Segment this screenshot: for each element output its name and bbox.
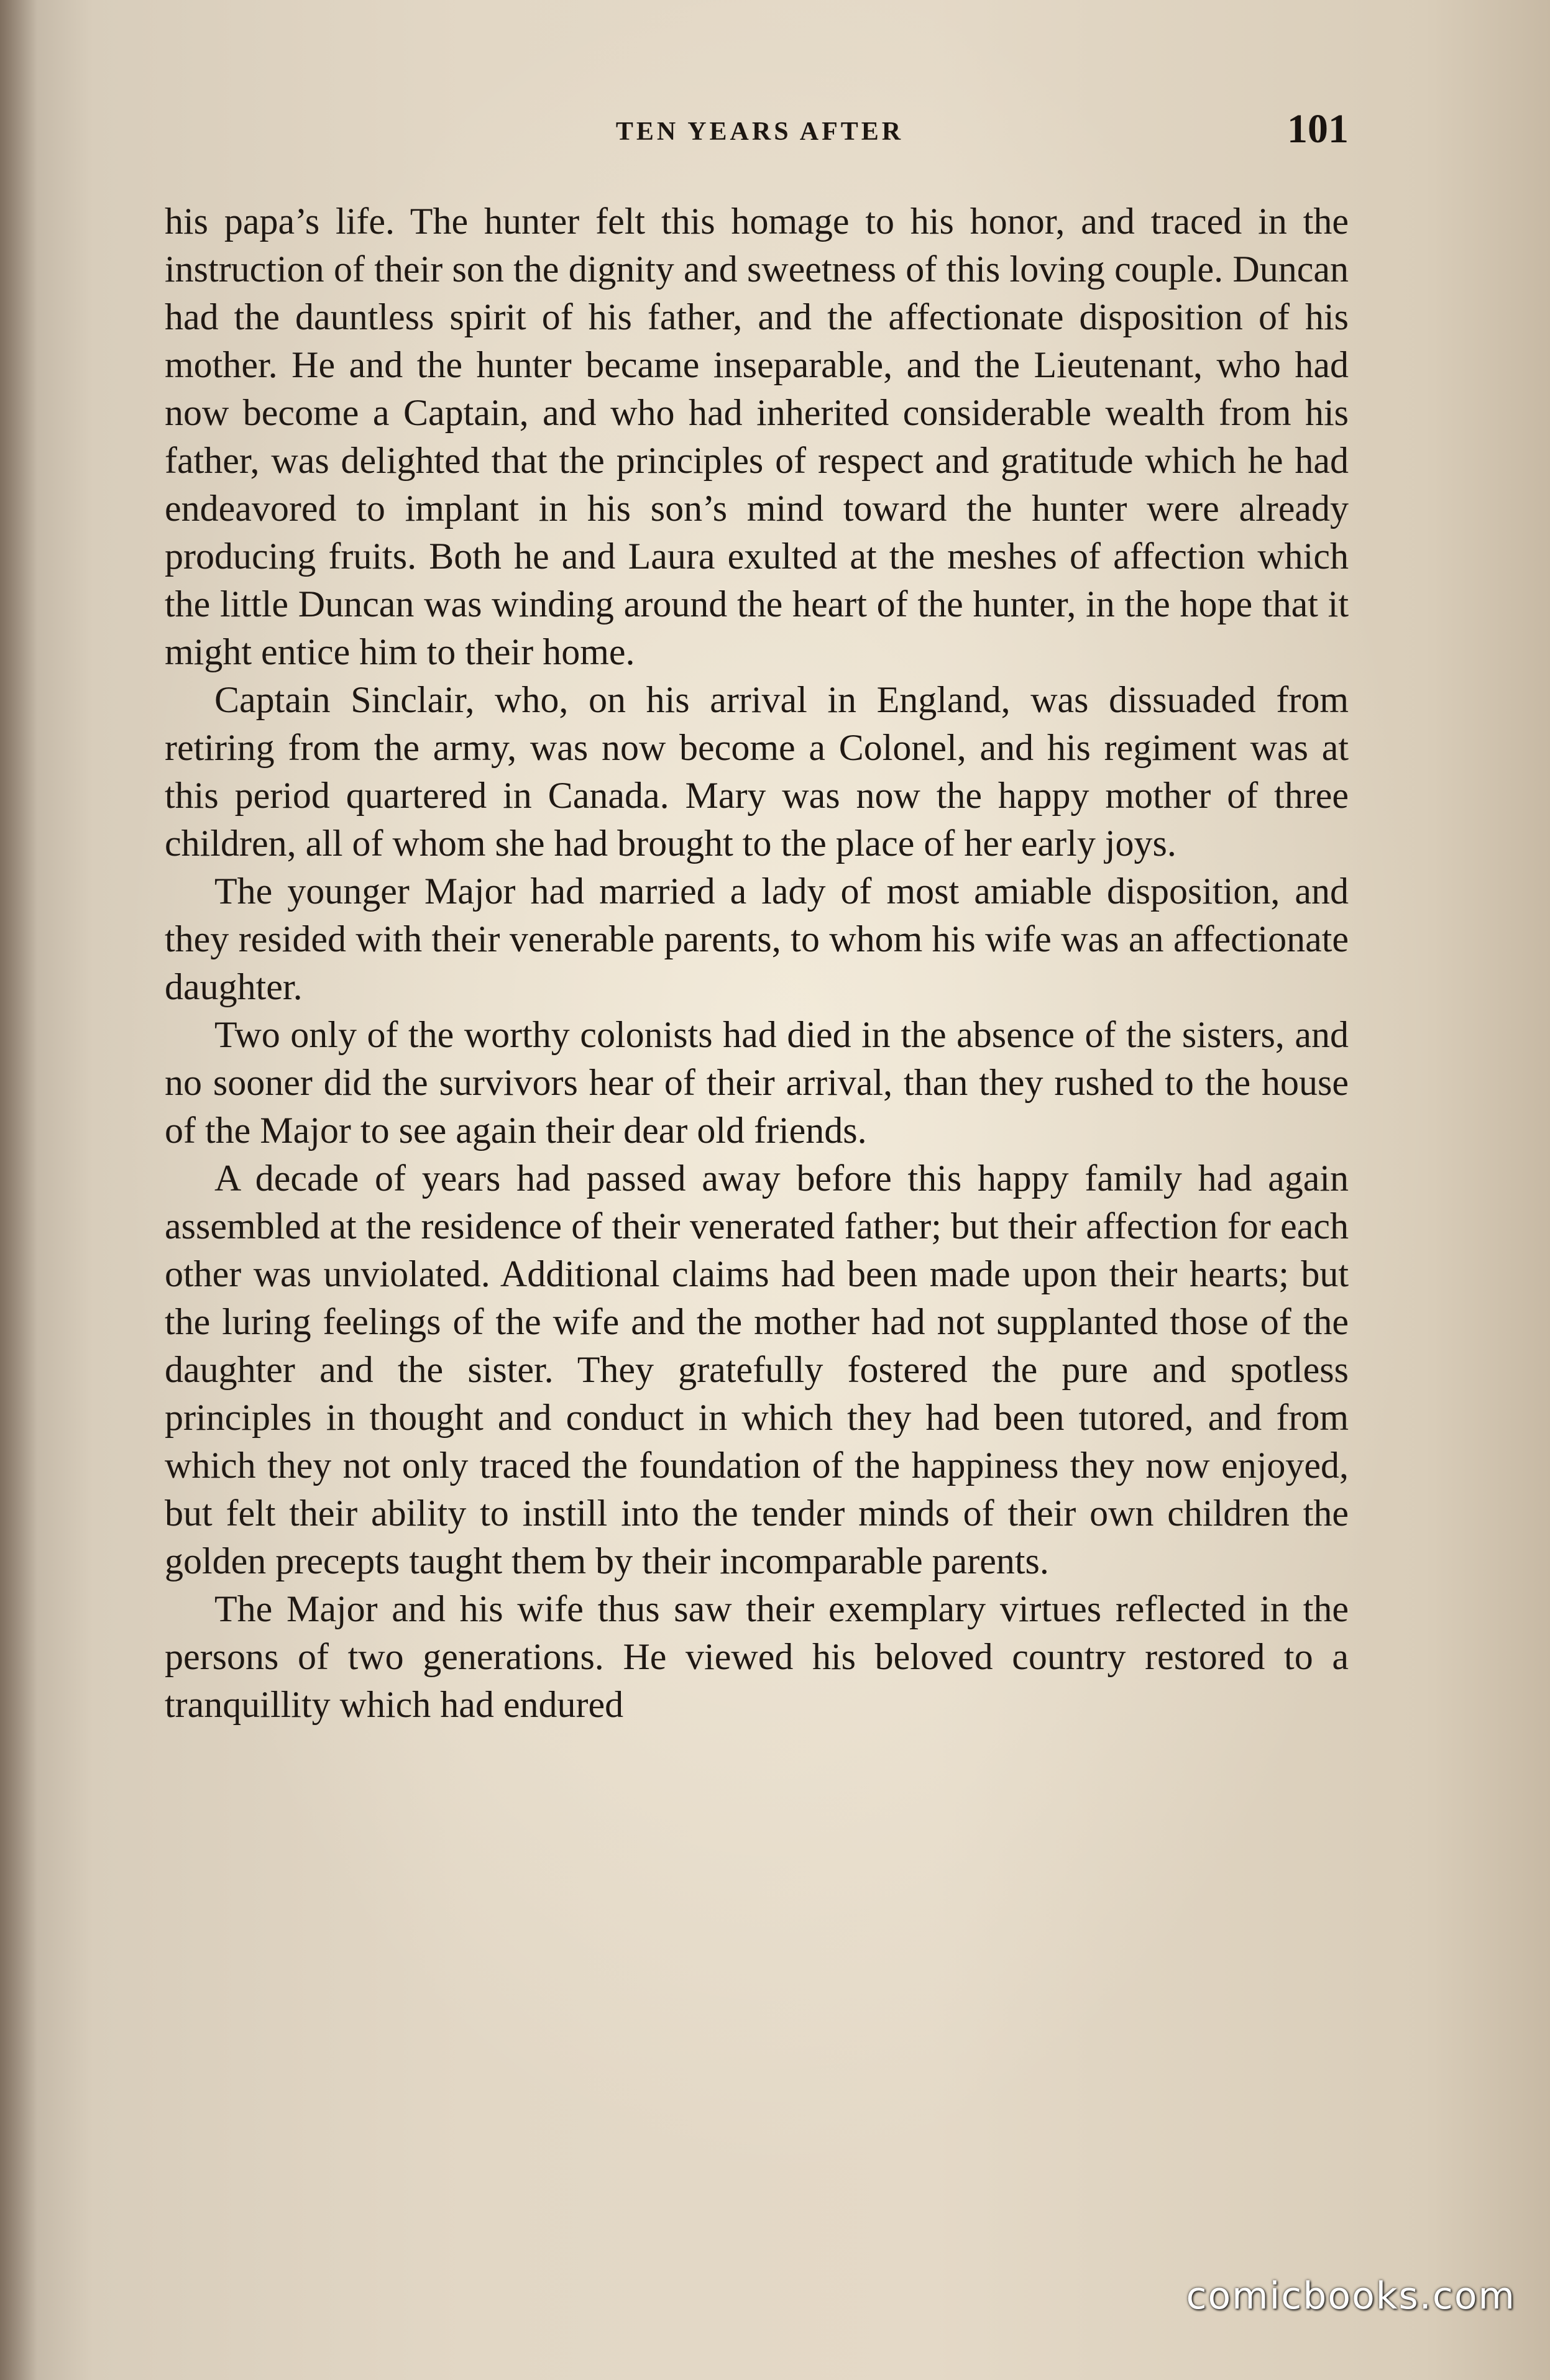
paragraph: Two only of the worthy colonists had died in the absence of the sisters, and no sooner did the survivors hear of their arrival, than they rushed to the house of the Major to see again their dear old friends. xyxy=(165,1014,1349,1151)
paragraph: Captain Sinclair, who, on his arrival in England, was dissuaded from retiring from the army, was now become a Colonel, and his regiment was at this period quartered in Canada. Mary was now the happy mother of three children, all of whom she had brought to the place of her early joys. xyxy=(165,679,1349,864)
watermark: comicbooks.com xyxy=(1186,2274,1516,2318)
paragraph: his papa’s life. The hunter felt this homage to his honor, and traced in the instruction of their son the dignity and sweetness of this loving couple. Duncan had the dauntless spirit of his father, and the affectionate disposition of his mother. He and the hunter became inseparable, and the Lieutenant, who had now become a Captain, and who had inherited considerable wealth from his father, was delighted that the principles of respect and gratitude which he had endeavored to implant in his son’s mind toward the hunter were already producing fruits. Both he and Laura exulted at the meshes of affection which the little Duncan was winding around the heart of the hunter, in the hope that it might entice him to their home. xyxy=(165,201,1349,672)
paragraph: The younger Major had married a lady of most amiable disposition, and they resided with their venerable parents, to whom his wife was an affectionate daughter. xyxy=(165,871,1349,1007)
paragraph: A decade of years had passed away before this happy family had again assembled at the residence of their venerated father; but their affection for each other was unviolated. Additional claims had been made upon their hearts; but the luring feelings of the wife and the mother had not supplanted those of the daughter and the sister. They gratefully fostered the pure and spotless principles in thought and conduct in which they had been tutored, and from which they not only traced the foundation of the happiness they now enjoyed, but felt their ability to instill into the tender minds of their own children the golden precepts taught them by their incomparable parents. xyxy=(165,1158,1349,1581)
page-gutter-shadow xyxy=(0,0,37,2380)
running-head: TEN YEARS AFTER xyxy=(615,117,904,146)
body-text xyxy=(165,198,1349,1729)
paragraph: The Major and his wife thus saw their exemplary virtues reflected in the persons of two generations. He viewed his beloved country restored to a tranquillity which had endured xyxy=(165,1588,1349,1725)
page-header xyxy=(165,106,1355,162)
page-number: 101 xyxy=(1287,106,1349,152)
